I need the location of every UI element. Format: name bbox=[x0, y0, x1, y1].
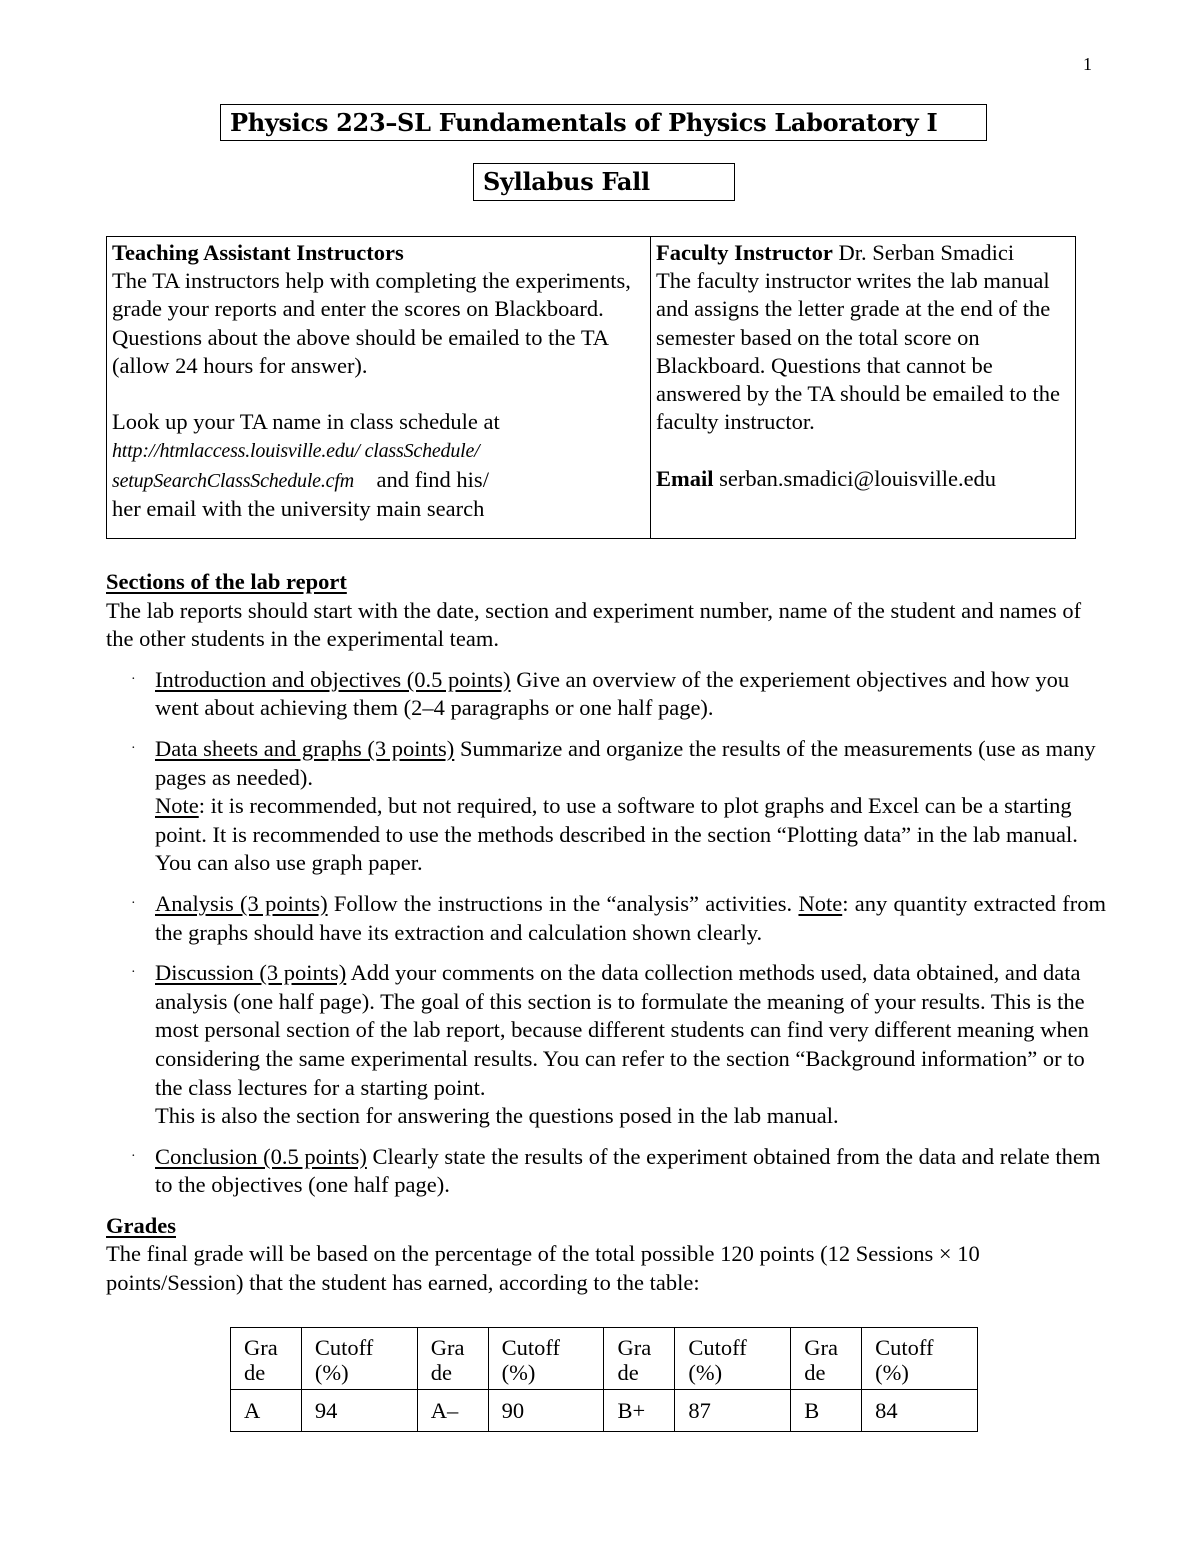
sections-intro: The lab reports should start with the date, section and experiment number, name of the student and names of the other students in the experimental team. bbox=[106, 597, 1082, 652]
class-schedule-url-cont[interactable]: setupSearchClassSchedule.cfm bbox=[112, 469, 354, 492]
grade-cell: A bbox=[231, 1390, 302, 1432]
grades-heading: Grades bbox=[106, 1212, 176, 1238]
item-label: Data sheets and graphs (3 points) bbox=[155, 735, 455, 761]
note-label: Note bbox=[798, 890, 843, 916]
class-schedule-url[interactable]: http://htmlaccess.louisville.edu/ classSchedule/ bbox=[112, 440, 480, 463]
bullet-icon: · bbox=[131, 965, 136, 981]
grade-cell: A– bbox=[417, 1390, 488, 1432]
list-item bbox=[106, 959, 1106, 1131]
bullet-icon: · bbox=[131, 1148, 136, 1164]
ta-description: The TA instructors help with completing the experiments, grade your reports and enter the scores on Blackboard. Questions about the above should be emailed to the TA (allow 24 hours for answer). bbox=[112, 268, 631, 378]
header-cutoff: Cutoff (%) bbox=[488, 1328, 604, 1390]
cutoff-cell: 84 bbox=[862, 1390, 978, 1432]
item-extra-text: This is also the section for answering the questions posed in the lab manual. bbox=[155, 1103, 839, 1129]
grade-cell: B+ bbox=[604, 1390, 675, 1432]
faculty-email[interactable]: serban.smadici@louisville.edu bbox=[719, 465, 997, 491]
instructor-info-table bbox=[106, 236, 1076, 539]
note-text: : it is recommended, but not required, to use a software to plot graphs and Excel can be a starting point. It is recommended to use the methods described in the section “Plotting data” in the lab manual. You can also use graph paper. bbox=[155, 793, 1078, 876]
header-cutoff: Cutoff (%) bbox=[862, 1328, 978, 1390]
item-label: Analysis (3 points) bbox=[155, 890, 328, 916]
cutoff-cell: 87 bbox=[675, 1390, 791, 1432]
header-grade: Gra de bbox=[791, 1328, 862, 1390]
item-text: Summarize and organize the results of the measurements (use as many pages as needed). bbox=[155, 735, 1096, 790]
page-subtitle: Syllabus Fall bbox=[473, 163, 735, 201]
faculty-heading: Faculty Instructor bbox=[656, 240, 833, 265]
bullet-icon: · bbox=[131, 671, 136, 687]
bullet-icon: · bbox=[131, 740, 136, 756]
header-grade: Gra de bbox=[604, 1328, 675, 1390]
list-item bbox=[106, 1143, 1106, 1200]
header-grade: Gra de bbox=[417, 1328, 488, 1390]
ta-find-text-cont: her email with the university main search bbox=[112, 495, 485, 521]
email-label: Email bbox=[656, 465, 714, 491]
note-text: : any quantity extracted from the graphs should have its extraction and calculation shown clearly. bbox=[155, 890, 1107, 945]
report-sections-list bbox=[106, 666, 1106, 1200]
header-cutoff: Cutoff (%) bbox=[301, 1328, 417, 1390]
cutoff-cell: 94 bbox=[301, 1390, 417, 1432]
ta-find-text: and find his/ bbox=[376, 466, 489, 492]
ta-lookup-text: Look up your TA name in class schedule at bbox=[112, 409, 500, 435]
header-grade: Gra de bbox=[231, 1328, 302, 1390]
sections-heading: Sections of the lab report bbox=[106, 569, 347, 594]
list-item bbox=[106, 890, 1106, 947]
item-text: Follow the instructions in the “analysis” activities. bbox=[333, 890, 793, 916]
cutoff-cell: 90 bbox=[488, 1390, 604, 1432]
page-number: 1 bbox=[1083, 54, 1092, 74]
table-row bbox=[231, 1390, 978, 1432]
main-content bbox=[106, 568, 1106, 1298]
item-label: Conclusion (0.5 points) bbox=[155, 1143, 367, 1169]
note-label: Note bbox=[155, 793, 199, 819]
page-title: Physics 223–SL Fundamentals of Physics Laboratory I bbox=[220, 104, 987, 141]
faculty-description: The faculty instructor writes the lab manual and assigns the letter grade at the end of the semester based on the total score on Blackboard. Questions that cannot be answered by the TA should be emailed to the faculty instructor. bbox=[656, 268, 1060, 435]
grade-cutoff-table bbox=[230, 1327, 978, 1432]
item-text: Clearly state the results of the experiment obtained from the data and relate them to the objectives (one half page). bbox=[155, 1143, 1101, 1198]
item-label: Discussion (3 points) bbox=[155, 960, 347, 986]
item-text: Add your comments on the data collection methods used, data obtained, and data analysis (one half page). The goal of this section is to formulate the meaning of your results. This is the most personal section of the lab report, because different students can find very different meaning when considering the same experimental results. You can refer to the section “Background information” or to the class lectures for a starting point. bbox=[155, 960, 1089, 1100]
item-text: Give an overview of the experiement objectives and how you went about achieving them (2–4 paragraphs or one half page). bbox=[155, 666, 1070, 721]
list-item bbox=[106, 666, 1106, 723]
ta-instructors-cell bbox=[107, 237, 651, 538]
grade-cell: B bbox=[791, 1390, 862, 1432]
ta-heading: Teaching Assistant Instructors bbox=[112, 240, 404, 265]
faculty-name: Dr. Serban Smadici bbox=[838, 240, 1015, 265]
table-header-row bbox=[231, 1328, 978, 1390]
list-item bbox=[106, 735, 1106, 878]
item-label: Introduction and objectives (0.5 points) bbox=[155, 666, 511, 692]
faculty-instructor-cell bbox=[651, 237, 1075, 538]
grades-text: The final grade will be based on the percentage of the total possible 120 points (12 Sessions × 10 points/Session) that the student has earned, according to the table: bbox=[106, 1241, 980, 1296]
header-cutoff: Cutoff (%) bbox=[675, 1328, 791, 1390]
bullet-icon: · bbox=[131, 895, 136, 911]
